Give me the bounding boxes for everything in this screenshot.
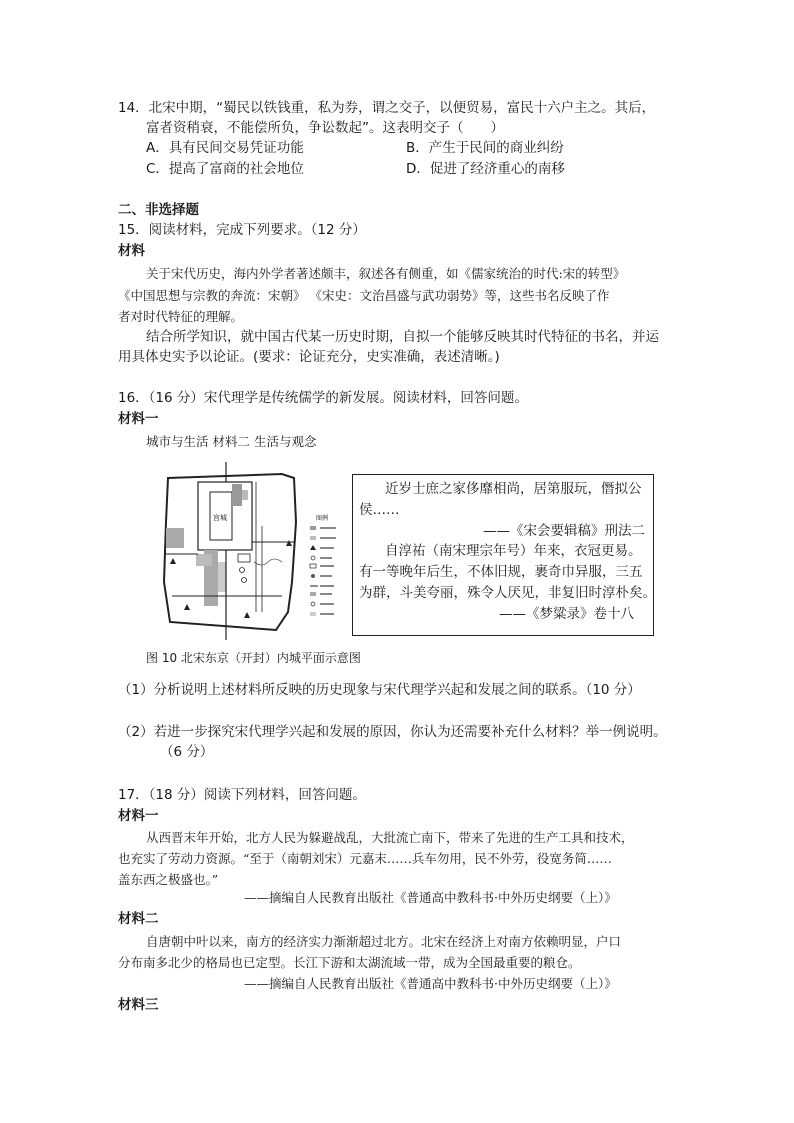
q17-material1-source: ——摘编自人民教育出版社《普通高中教科书·中外历史纲要（上）》 [244, 890, 617, 905]
figure-caption: 图 10 北宋东京（开封）内城平面示意图 [146, 651, 361, 665]
q16-subheading: 城市与生活 材料二 生活与观念 [146, 434, 317, 449]
q17-stem: 17．（18 分）阅读下列材料，回答问题。 [118, 787, 366, 803]
q17-material1-line3: 盖东西之极盛也。” [118, 872, 219, 887]
q14-option-c: C．提高了富商的社会地位 [146, 161, 304, 177]
q15-task-line1: 结合所学知识，就中国古代某一历史时期，自拟一个能够反映其时代特征的书名，并运 [146, 329, 659, 345]
q15-material-label: 材料 [118, 243, 145, 259]
q16-material1-label: 材料一 [118, 411, 159, 427]
q16-subquestion-2-score: （6 分） [160, 744, 214, 760]
q17-material1-line1: 从西晋末年开始，北方人民为躲避战乱，大批流亡南下，带来了先进的生产工具和技术， [146, 830, 634, 845]
q17-material2-line1: 自唐朝中叶以来，南方的经济实力渐渐超过北方。北宋在经济上对南方依赖明显，户口 [146, 934, 622, 949]
q17-material3-label: 材料三 [118, 997, 159, 1013]
q17-material2-line2: 分布南多北少的格局也已定型。长江下游和太湖流域一带，成为全国最重要的粮仓。 [118, 955, 581, 970]
q15-material-line1: 关于宋代历史，海内外学者著述颇丰，叙述各有侧重，如《儒家统治的时代:宋的转型》 [146, 266, 626, 281]
q16-subquestion-2: （2）若进一步探究宋代理学兴起和发展的原因，你认为还需要补充什么材料？举一例说明。 [118, 724, 667, 740]
quote-line5: 为群，斗美夸丽，殊令人厌见，非复旧时淳朴矣。 [359, 585, 656, 601]
quote-line1: 近岁士庶之家侈靡相尚，居第服玩，僭拟公 [385, 481, 642, 497]
quote-line2: 侯…… [359, 502, 400, 518]
q17-material2-label: 材料二 [118, 911, 159, 927]
q17-material1-label: 材料一 [118, 808, 159, 824]
q14-stem-line2: 富者资稍衰，不能偿所负，争讼数起”。这表明交子（ ） [146, 120, 504, 136]
quote-source1: ——《宋会要辑稿》刑法二 [483, 523, 645, 539]
q15-stem: 15．阅读材料，完成下列要求。（12 分） [118, 222, 366, 238]
map-legend-title: 图例 [316, 515, 329, 522]
q15-material-line3: 者对时代特征的理解。 [118, 309, 244, 324]
quote-line4: 有一等晚年后生，不体旧规，裹奇巾异服，三五 [359, 564, 643, 580]
quote-source2: ——《梦粱录》卷十八 [499, 606, 634, 622]
q16-subquestion-1: （1）分析说明上述材料所反映的历史现象与宋代理学兴起和发展之间的联系。（10 分） [118, 682, 641, 698]
quote-line3: 自淳祐（南宋理宗年号）年来，衣冠更易。 [385, 543, 642, 559]
kaifeng-city-map [158, 462, 348, 640]
q14-option-b: B．产生于民间的商业纠纷 [406, 140, 564, 156]
section-title: 二、非选择题 [118, 202, 199, 218]
q17-material2-source: ——摘编自人民教育出版社《普通高中教科书·中外历史纲要（上）》 [244, 976, 617, 991]
q16-stem: 16．（16 分）宋代理学是传统儒学的新发展。阅读材料，回答问题。 [118, 390, 528, 406]
q14-option-a: A．具有民间交易凭证功能 [146, 140, 304, 156]
material2-quote-box [352, 474, 654, 636]
q17-material1-line2: 也充实了劳动力资源。“至于（南朝刘宋）元嘉末……兵车勿用，民不外劳，役宽务简…… [118, 851, 612, 866]
q15-material-line2: 《中国思想与宗教的奔流：宋朝》 《宋史：文治昌盛与武功弱势》等，这些书名反映了作 [118, 288, 610, 303]
q14-option-d: D．促进了经济重心的南移 [406, 161, 565, 177]
q14-stem-line1: 14．北宋中期，“蜀民以铁钱重，私为券，谓之交子，以便贸易，富民十六户主之。其后， [118, 100, 656, 116]
map-palace-label: 宫城 [213, 514, 227, 522]
q15-task-line2: 用具体史实予以论证。(要求：论证充分，史实准确，表述清晰。) [118, 349, 500, 365]
